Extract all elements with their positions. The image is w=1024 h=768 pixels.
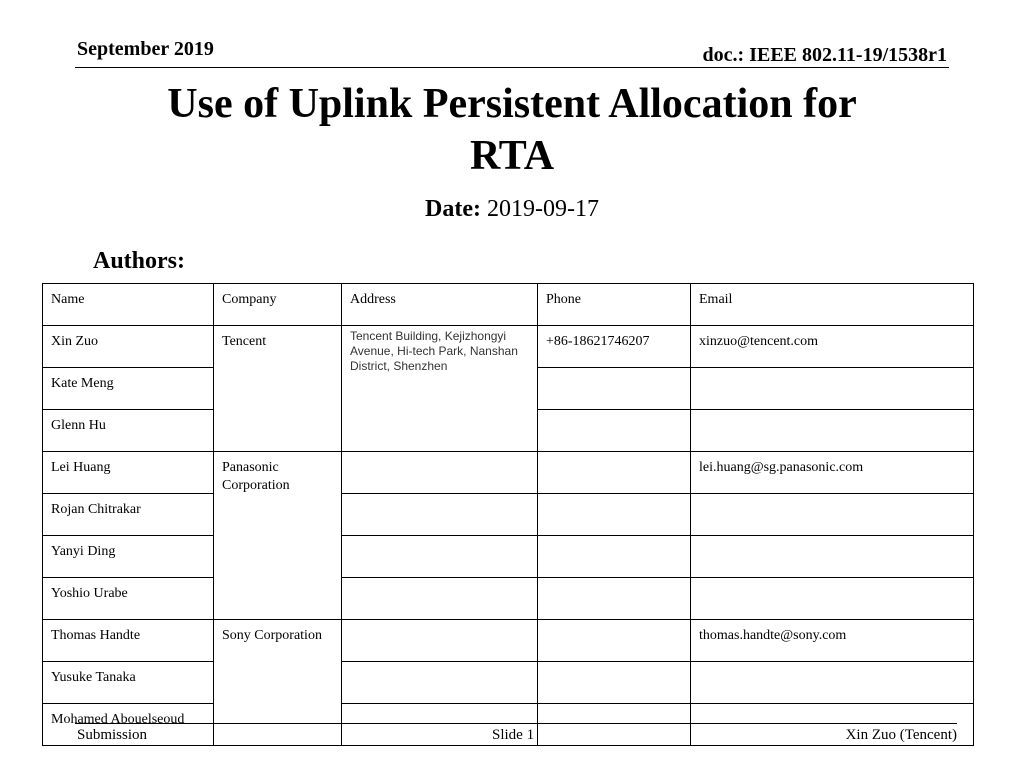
header-name: Name bbox=[43, 284, 214, 326]
author-email: thomas.handte@sony.com bbox=[691, 620, 974, 662]
author-phone: +86-18621746207 bbox=[538, 326, 691, 368]
author-name: Yusuke Tanaka bbox=[43, 662, 214, 704]
author-address: Tencent Building, Kejizhongyi Avenue, Hi-tech Park, Nanshan District, Shenzhen bbox=[342, 326, 538, 452]
author-company: Tencent bbox=[214, 326, 342, 452]
author-email: xinzuo@tencent.com bbox=[691, 326, 974, 368]
author-company: Panasonic Corporation bbox=[214, 452, 342, 620]
author-email bbox=[691, 494, 974, 536]
author-name: Mohamed Abouelseoud bbox=[43, 704, 214, 746]
table-row bbox=[43, 536, 974, 578]
author-phone bbox=[538, 620, 691, 662]
authors-table bbox=[42, 283, 974, 746]
table-row bbox=[43, 326, 974, 368]
footer-submission: Submission bbox=[77, 727, 148, 743]
table-row bbox=[43, 452, 974, 494]
author-phone bbox=[538, 662, 691, 704]
footer-author: Xin Zuo (Tencent) bbox=[845, 727, 957, 743]
author-name: Kate Meng bbox=[43, 368, 214, 410]
table-row bbox=[43, 578, 974, 620]
author-address bbox=[342, 452, 538, 494]
footer-rule bbox=[75, 723, 957, 724]
slide-title bbox=[0, 78, 1024, 182]
author-address bbox=[342, 536, 538, 578]
table-row bbox=[43, 662, 974, 704]
author-phone bbox=[538, 368, 691, 410]
author-name: Thomas Handte bbox=[43, 620, 214, 662]
table-row bbox=[43, 620, 974, 662]
author-address bbox=[342, 578, 538, 620]
author-phone bbox=[538, 578, 691, 620]
author-phone bbox=[538, 410, 691, 452]
author-email bbox=[691, 578, 974, 620]
date-line bbox=[0, 196, 1024, 223]
author-name: Lei Huang bbox=[43, 452, 214, 494]
header-rule bbox=[75, 67, 949, 68]
header-address: Address bbox=[342, 284, 538, 326]
author-email: lei.huang@sg.panasonic.com bbox=[691, 452, 974, 494]
author-phone bbox=[538, 536, 691, 578]
header-date: September 2019 bbox=[77, 38, 214, 60]
author-name: Xin Zuo bbox=[43, 326, 214, 368]
footer-slide-number: Slide 1 bbox=[492, 727, 535, 743]
author-company: Sony Corporation bbox=[214, 620, 342, 746]
authors-heading: Authors: bbox=[93, 248, 186, 274]
title-line-2: RTA bbox=[469, 133, 555, 179]
header-email: Email bbox=[691, 284, 974, 326]
author-email bbox=[691, 368, 974, 410]
author-address bbox=[342, 620, 538, 662]
header-phone: Phone bbox=[538, 284, 691, 326]
author-email bbox=[691, 662, 974, 704]
author-address bbox=[342, 662, 538, 704]
header-doc-id: doc.: IEEE 802.11-19/1538r1 bbox=[702, 44, 947, 66]
author-name: Yoshio Urabe bbox=[43, 578, 214, 620]
table-header-row bbox=[43, 284, 974, 326]
date-label: Date: bbox=[425, 196, 481, 222]
author-name: Glenn Hu bbox=[43, 410, 214, 452]
date-value: 2019-09-17 bbox=[486, 196, 599, 222]
author-phone bbox=[538, 704, 691, 746]
author-email bbox=[691, 410, 974, 452]
table-row bbox=[43, 494, 974, 536]
author-name: Yanyi Ding bbox=[43, 536, 214, 578]
title-line-1: Use of Uplink Persistent Allocation for bbox=[167, 81, 857, 127]
header-company: Company bbox=[214, 284, 342, 326]
author-email bbox=[691, 536, 974, 578]
author-name: Rojan Chitrakar bbox=[43, 494, 214, 536]
author-phone bbox=[538, 452, 691, 494]
author-phone bbox=[538, 494, 691, 536]
author-address bbox=[342, 494, 538, 536]
